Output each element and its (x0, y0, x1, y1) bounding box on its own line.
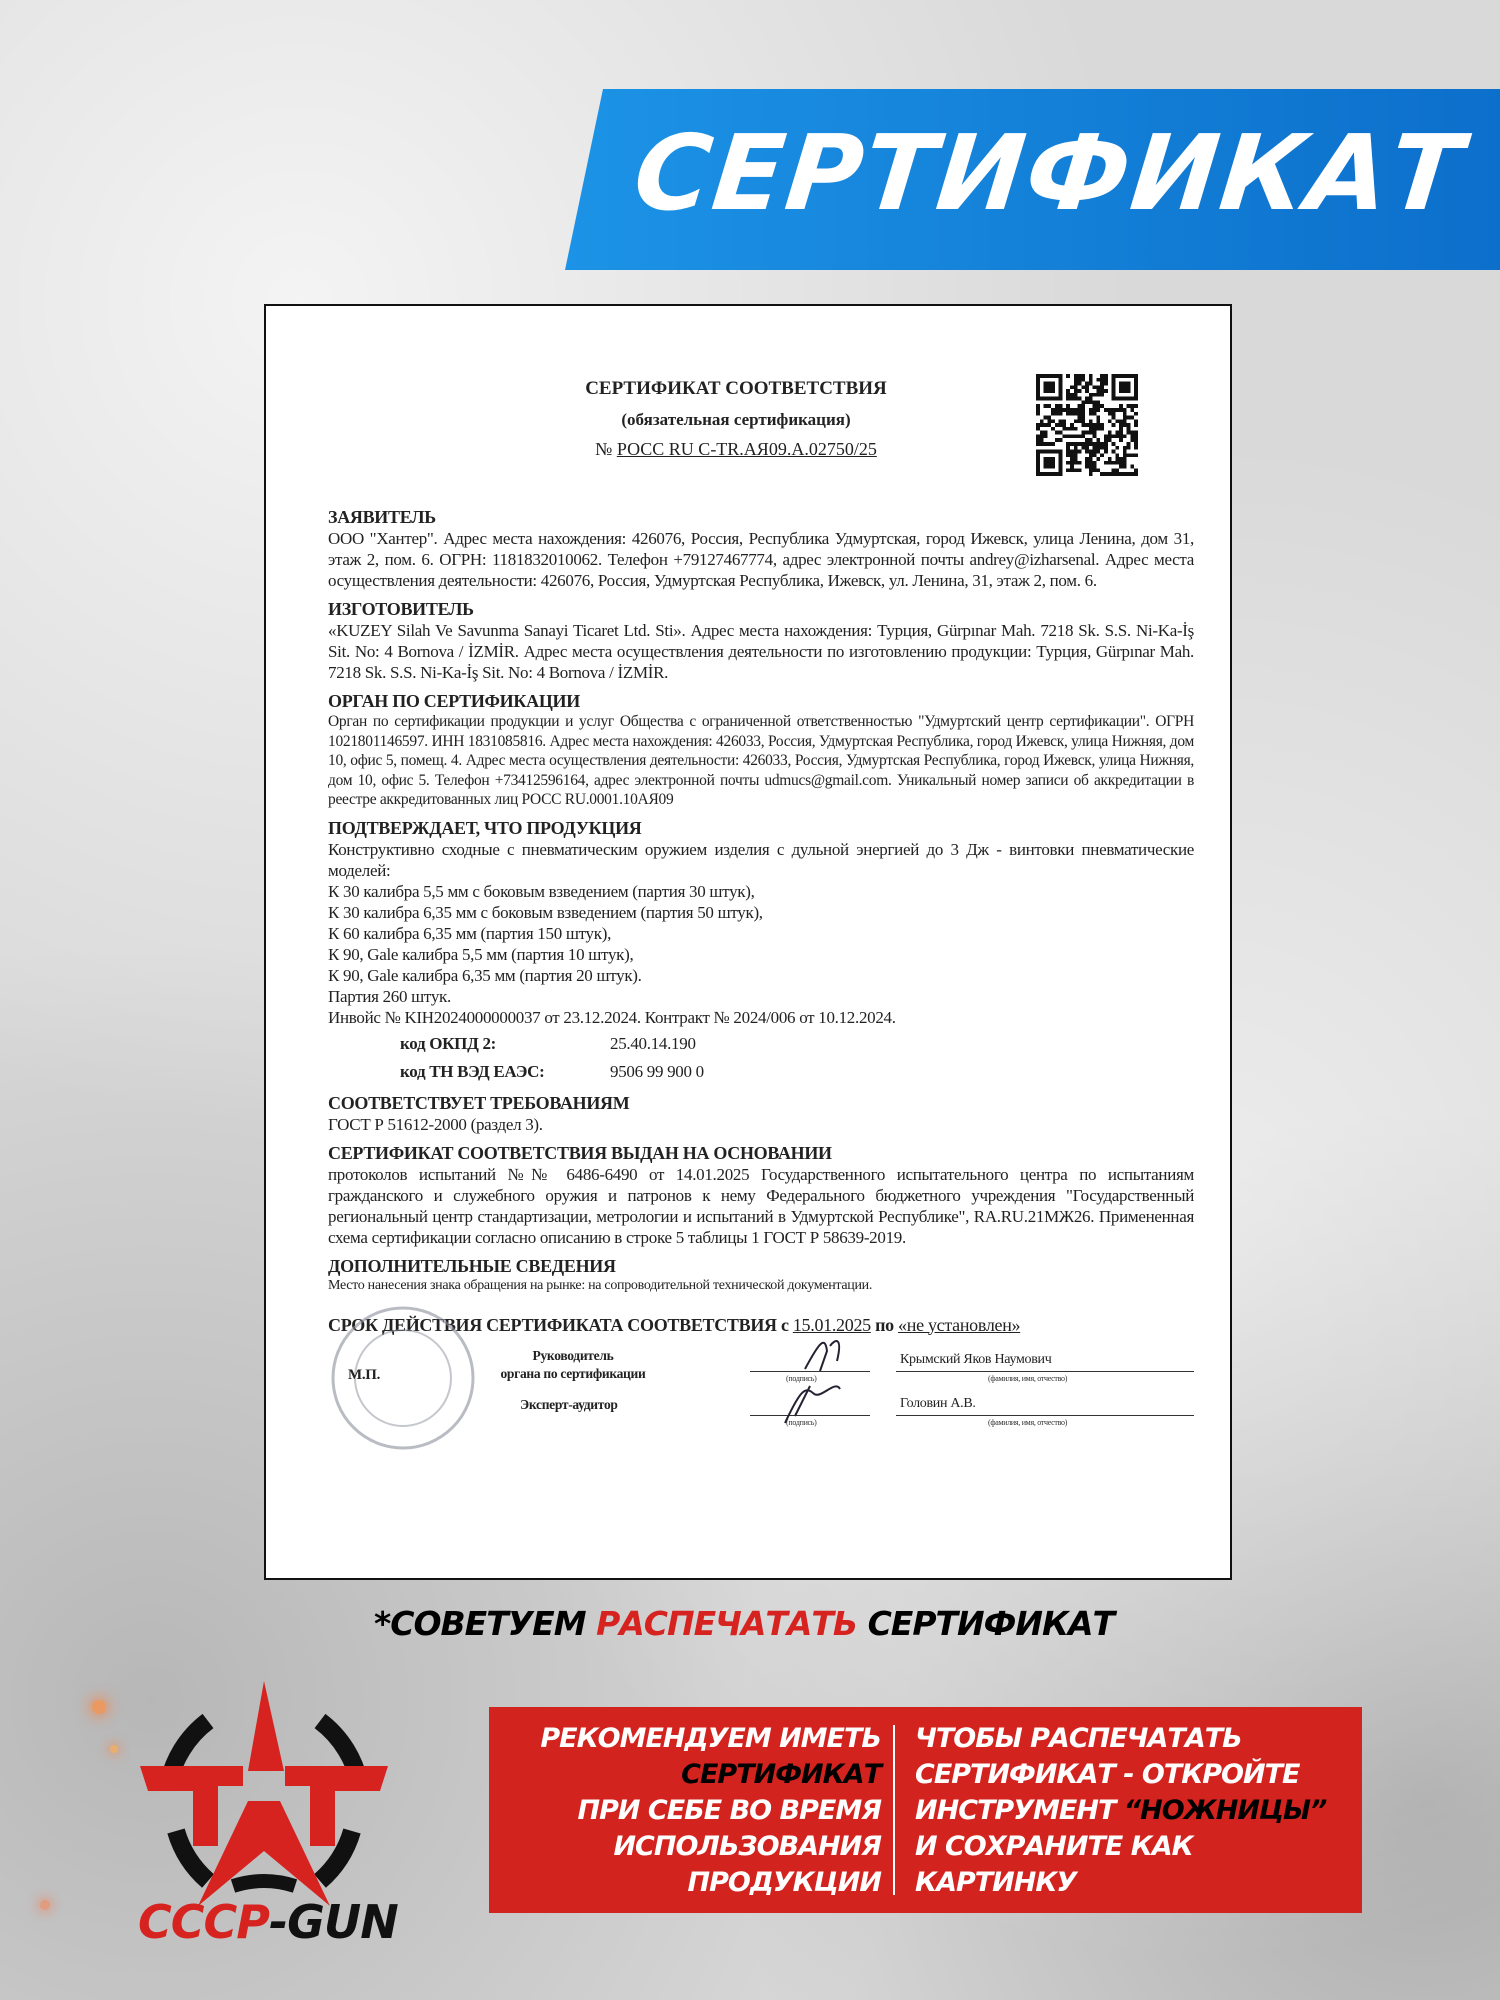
section-heading: СЕРТИФИКАТ СООТВЕТСТВИЯ ВЫДАН НА ОСНОВАНИИ (328, 1142, 832, 1163)
name-caption: (фамилия, имя, отчество) (988, 1417, 1068, 1427)
ember-decoration (110, 1745, 118, 1753)
info-line: РЕКОМЕНДУЕМ ИМЕТЬ (540, 1723, 881, 1754)
info-line: ИСПОЛЬЗОВАНИЯ (613, 1831, 881, 1862)
product-line: К 90, Gale калибра 6,35 мм (партия 20 штук). (328, 965, 642, 985)
section-text: Конструктивно сходные с пневматическим оружием изделия с дульной энергией до 3 Дж - винтовки пневматические моделей: (328, 839, 1194, 880)
certificate-subtitle: (обязательная сертификация) (621, 410, 851, 429)
advice-part: СЕРТИФИКАТ (867, 1604, 1115, 1643)
validity-from: 15.01.2025 (792, 1314, 871, 1335)
product-line: К 60 калибра 6,35 мм (партия 150 штук), (328, 923, 612, 943)
qr-code-icon (1033, 374, 1141, 476)
section-heading: ИЗГОТОВИТЕЛЬ (328, 599, 474, 619)
code-value: 25.40.14.190 (610, 1033, 696, 1053)
info-divider (893, 1725, 895, 1895)
product-line: К 30 калибра 6,35 мм с боковым взведением (партия 50 штук), (328, 902, 763, 922)
head-role-line: Руководитель (532, 1347, 614, 1363)
red-star-pistols-logo-icon (138, 1681, 390, 1911)
info-line: СЕРТИФИКАТ - ОТКРОЙТЕ (915, 1759, 1300, 1790)
print-advice (374, 1604, 1114, 1643)
signature-block (328, 1343, 1194, 1443)
info-line (915, 1793, 1326, 1829)
banner-title: СЕРТИФИКАТ (628, 112, 1470, 234)
info-line-highlight: СЕРТИФИКАТ (681, 1759, 881, 1790)
section-certification-body (328, 690, 1194, 810)
head-role-line: органа по сертификации (500, 1365, 646, 1381)
section-heading: СООТВЕТСТВУЕТ ТРЕБОВАНИЯМ (328, 1092, 630, 1113)
section-text: ООО "Хантер". Адрес места нахождения: 426076, Россия, Республика Удмуртская, город Ижевск, улица Ленина, дом 31, этаж 2, пом. 6. ОГРН: 1181832010062. Телефон +79127467774, адрес электронной почты andrey@izharsenal. Адрес места осуществления деятельности: 426076, Россия, Удмуртская Республика, Ижевск, ул. Ленина, 31, этаж 2, пом. 6. (328, 529, 1194, 590)
code-okpd (400, 1030, 1194, 1058)
section-heading: ЗАЯВИТЕЛЬ (328, 507, 436, 527)
certificate-body (328, 506, 1194, 1443)
info-line: КАРТИНКУ (915, 1867, 1077, 1898)
validity-by: по (875, 1314, 894, 1335)
code-tnved (400, 1058, 1194, 1086)
validity-label: СРОК ДЕЙСТВИЯ СЕРТИФИКАТА СООТВЕТСТВИЯ с (328, 1314, 789, 1335)
sign-caption: (подпись) (786, 1373, 817, 1383)
name-caption: (фамилия, имя, отчество) (988, 1373, 1068, 1383)
info-left-column (540, 1721, 881, 1901)
code-label: код ТН ВЭД ЕАЭС: (400, 1061, 545, 1081)
info-line: И СОХРАНИТЕ КАК (915, 1831, 1193, 1862)
section-heading: ОРГАН ПО СЕРТИФИКАЦИИ (328, 691, 580, 711)
head-name: Крымский Яков Наумович (900, 1351, 1052, 1367)
product-line: Партия 260 штук. (328, 986, 451, 1006)
section-basis (328, 1142, 1194, 1248)
brand-name (138, 1895, 398, 1949)
number-prefix: № (595, 439, 613, 459)
certificate-document (264, 304, 1232, 1580)
brand-part: СССР (138, 1895, 269, 1949)
info-line: ЧТОБЫ РАСПЕЧАТАТЬ (915, 1723, 1242, 1754)
section-heading: ПОДТВЕРЖДАЕТ, ЧТО ПРОДУКЦИЯ (328, 817, 642, 838)
section-text: ГОСТ Р 51612-2000 (раздел 3). (328, 1114, 543, 1134)
section-applicant (328, 506, 1194, 591)
validity-to: «не установлен» (898, 1314, 1021, 1335)
section-product (328, 817, 1194, 1028)
sign-caption: (подпись) (786, 1417, 817, 1427)
info-line-highlight: “НОЖНИЦЫ” (1123, 1795, 1327, 1826)
stamp-label: М.П. (348, 1366, 381, 1383)
section-text: «KUZEY Silah Ve Savunma Sanayi Ticaret Ltd. Sti». Адрес места нахождения: Турция, Gürpınar Mah. 7218 Sk. S.S. Ni-Ka-İş Sit. No: 4 Bornova / İZMİR. Адрес места осуществления деятельности по изготовлению продукции: Турция, Gürpınar Mah. 7218 Sk. S.S. Ni-Ka-İş Sit. No: 4 Bornova / İZMİR. (328, 621, 1194, 682)
info-text: ИНСТРУМЕНТ (915, 1795, 1116, 1826)
section-text: протоколов испытаний №№ 6486-6490 от 14.01.2025 Государственного испытательного центра по испытаниям гражданского и служебного оружия и патронов к нему Федерального бюджетного учреждения "Государственный региональный центр стандартизации, метрологии и испытаний в Удмуртской Республике", RA.RU.21МЖ26. Примененная схема сертификации согласно описанию в строке 5 таблицы 1 ГОСТ Р 58639-2019. (328, 1164, 1194, 1247)
expert-role: Эксперт-аудитор (520, 1396, 618, 1412)
ember-decoration (92, 1700, 106, 1714)
advice-accent: РАСПЕЧАТАТЬ (596, 1604, 858, 1643)
product-line: Инвойс № KIH2024000000037 от 23.12.2024. Контракт № 2024/006 от 10.12.2024. (328, 1007, 896, 1027)
code-value: 9506 99 900 0 (610, 1061, 704, 1081)
head-role (488, 1347, 658, 1383)
product-line: К 30 калибра 5,5 мм с боковым взведением (партия 30 штук), (328, 881, 755, 901)
product-codes (328, 1030, 1194, 1086)
section-additional (328, 1255, 1194, 1295)
section-text: Место нанесения знака обращения на рынке: на сопроводительной технической документации. (328, 1277, 873, 1293)
info-box (489, 1707, 1362, 1913)
section-heading: ДОПОЛНИТЕЛЬНЫЕ СВЕДЕНИЯ (328, 1255, 616, 1276)
advice-part: *СОВЕТУЕМ (374, 1604, 586, 1643)
section-text: Орган по сертификации продукции и услуг Общества с ограниченной ответственностью "Удмуртский центр сертификации". ОГРН 1021801146597. ИНН 1831085816. Адрес места нахождения: 426033, Россия, Удмуртская Республика, город Ижевск, улица Нижняя, дом 10, офис 5, помещ. 4. Адрес места осуществления деятельности: 426033, Россия, Удмуртская Республика, город Ижевск, улица Нижняя, дом 10, офис 5. Телефон +73412596164, адрес электронной почты udmucs@gmail.com. Уникальный номер записи об аккредитации в реестре аккредитованных лиц РОСС RU.0001.10АЯ09 (328, 713, 1194, 808)
ember-decoration (40, 1900, 50, 1910)
info-line: ПРИ СЕБЕ ВО ВРЕМЯ (577, 1795, 881, 1826)
expert-name: Головин А.В. (900, 1395, 976, 1411)
brand-part: -GUN (269, 1895, 398, 1949)
product-line: К 90, Gale калибра 5,5 мм (партия 10 штук), (328, 944, 634, 964)
code-label: код ОКПД 2: (400, 1033, 497, 1053)
certificate-title: СЕРТИФИКАТ СООТВЕТСТВИЯ (585, 378, 887, 399)
section-manufacturer (328, 598, 1194, 683)
info-right-column (915, 1721, 1326, 1901)
info-line: ПРОДУКЦИИ (687, 1867, 881, 1898)
number-value: РОСС RU С-TR.АЯ09.А.02750/25 (616, 439, 877, 459)
section-requirements (328, 1092, 1194, 1135)
